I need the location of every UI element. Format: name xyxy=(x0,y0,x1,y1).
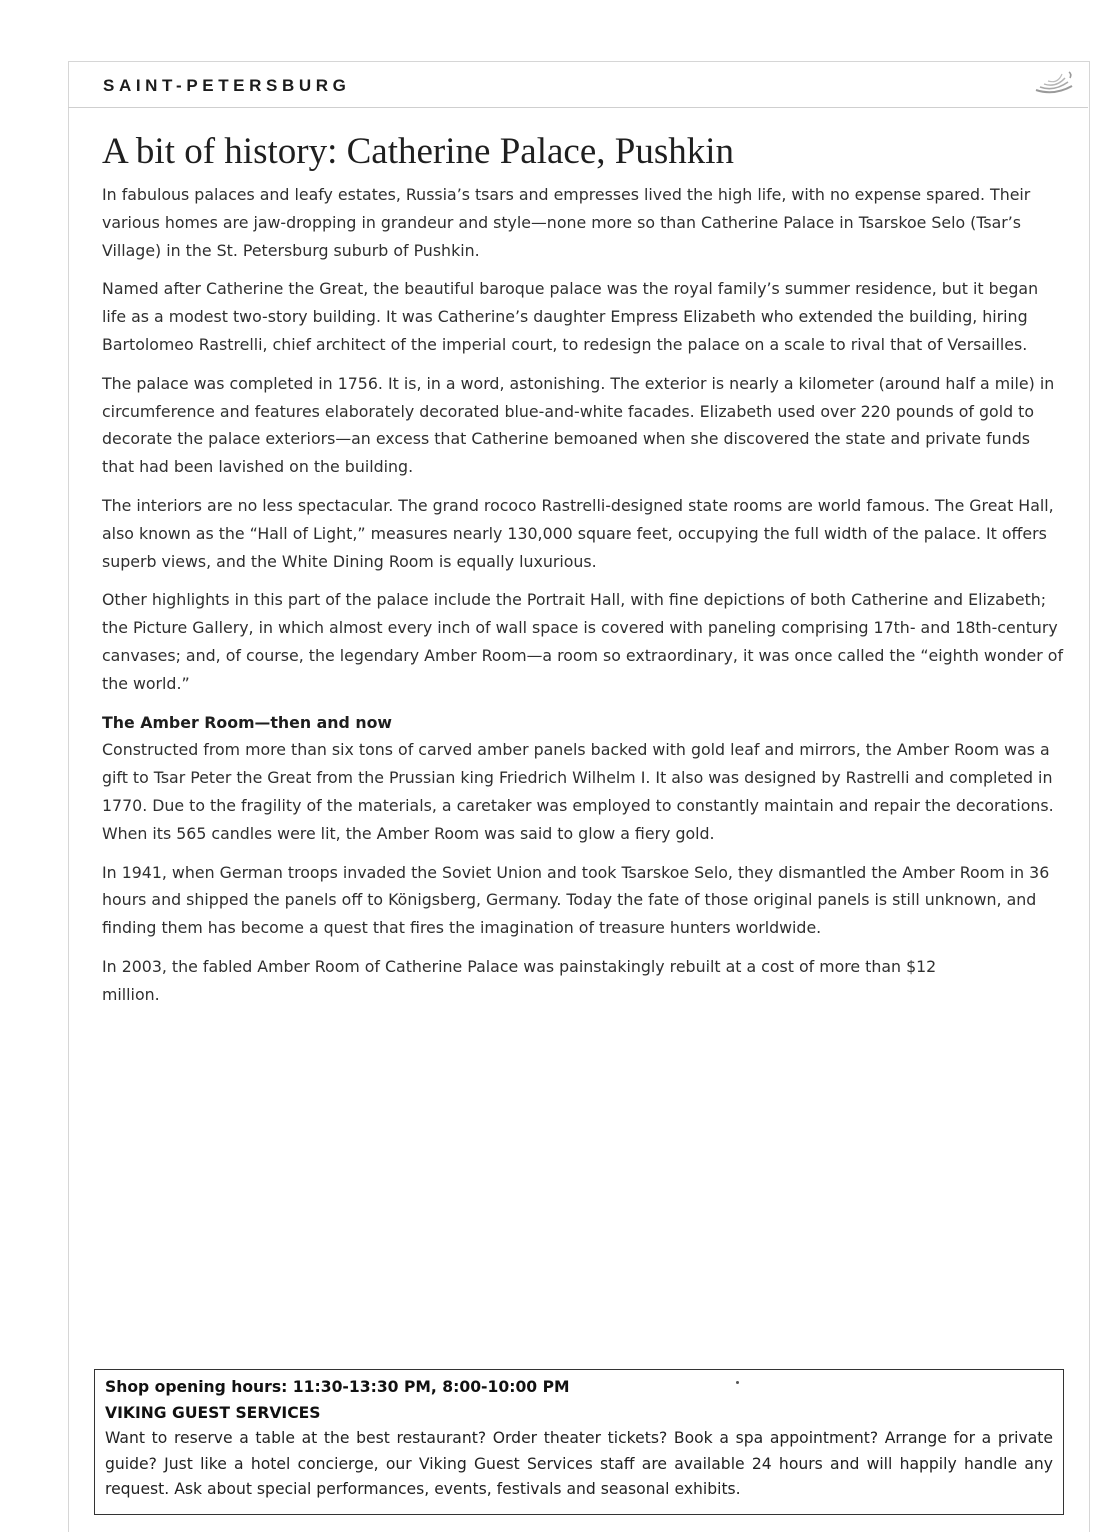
amber-room-subheading: The Amber Room—then and now xyxy=(102,712,393,732)
article-paragraph: Other highlights in this part of the palace include the Portrait Hall, with fine depictions of both Catherine and Elizabeth; the Picture Gallery, in which almost every inch of wall space is covered with paneling comprising 17th- and 18th-century canvases; and, of course, the legendary Amber Room—a room so extraordinary, it was once called the “eighth wonder of the world.” xyxy=(102,590,1064,693)
article-paragraph: In fabulous palaces and leafy estates, Russia’s tsars and empresses lived the high life, with no expense spared. Their various homes are jaw-dropping in grandeur and style—none more so than Catherine Palace in Tsarskoe Selo (Tsar’s Village) in the St. Petersburg suburb of Pushkin. xyxy=(102,185,1031,260)
guest-services-box xyxy=(94,1369,1064,1515)
article-paragraph: Constructed from more than six tons of carved amber panels backed with gold leaf and mirrors, the Amber Room was a gift to Tsar Peter the Great from the Prussian king Friedrich Wilhelm I. It also was designed by Rastrelli and completed in 1770. Due to the fragility of the materials, a caretaker was employed to constantly maintain and repair the decorations. When its 565 candles were lit, the Amber Room was said to glow a fiery gold. xyxy=(102,740,1054,843)
scan-speck xyxy=(736,1381,739,1384)
guest-services-description: Want to reserve a table at the best restaurant? Order theater tickets? Book a spa appointment? Arrange for a private guide? Just like a hotel concierge, our Viking Guest Services staff are available 24 hours and will happily handle any request. Ask about special performances, events, festivals and seasonal exhibits. xyxy=(105,1429,1053,1499)
page-header xyxy=(68,61,1088,108)
shop-hours: Shop opening hours: 11:30-13:30 PM, 8:00-10:00 PM xyxy=(105,1378,570,1396)
article-body xyxy=(102,181,1064,1020)
article-paragraph: In 1941, when German troops invaded the Soviet Union and took Tsarskoe Selo, they dismantled the Amber Room in 36 hours and shipped the panels off to Königsberg, Germany. Today the fate of those original panels is still unknown, and finding them has become a quest that fires the imagination of treasure hunters worldwide. xyxy=(102,862,1050,938)
article-paragraph: The interiors are no less spectacular. The grand rococo Rastrelli-designed state rooms are world famous. The Great Hall, also known as the “Hall of Light,” measures nearly 130,000 square feet, occupying the full width of the palace. It offers superb views, and the White Dining Room is equally luxurious. xyxy=(102,495,1054,571)
guest-services-title: VIKING GUEST SERVICES xyxy=(105,1403,321,1422)
viking-ship-logo-icon xyxy=(1034,70,1074,96)
article-paragraph: The palace was completed in 1756. It is, in a word, astonishing. The exterior is nearly a kilometer (around half a mile) in circumference and features elaborately decorated blue-and-white facades. Elizabeth used over 220 pounds of gold to decorate the palace exteriors—an excess that Catherine bemoaned when she discovered the state and private funds that had been lavished on the building. xyxy=(102,373,1055,477)
article-paragraph: Named after Catherine the Great, the beautiful baroque palace was the royal family’s summer residence, but it began life as a modest two-story building. It was Catherine’s daughter Empress Elizabeth who extended the building, hiring Bartolomeo Rastrelli, chief architect of the imperial court, to redesign the palace on a scale to rival that of Versailles. xyxy=(102,279,1039,354)
article-paragraph: In 2003, the fabled Amber Room of Catherine Palace was painstakingly rebuilt at a cost of more than $12 million. xyxy=(102,956,937,1004)
section-title: SAINT-PETERSBURG xyxy=(103,76,351,95)
article-title: A bit of history: Catherine Palace, Pushkin xyxy=(102,131,734,172)
